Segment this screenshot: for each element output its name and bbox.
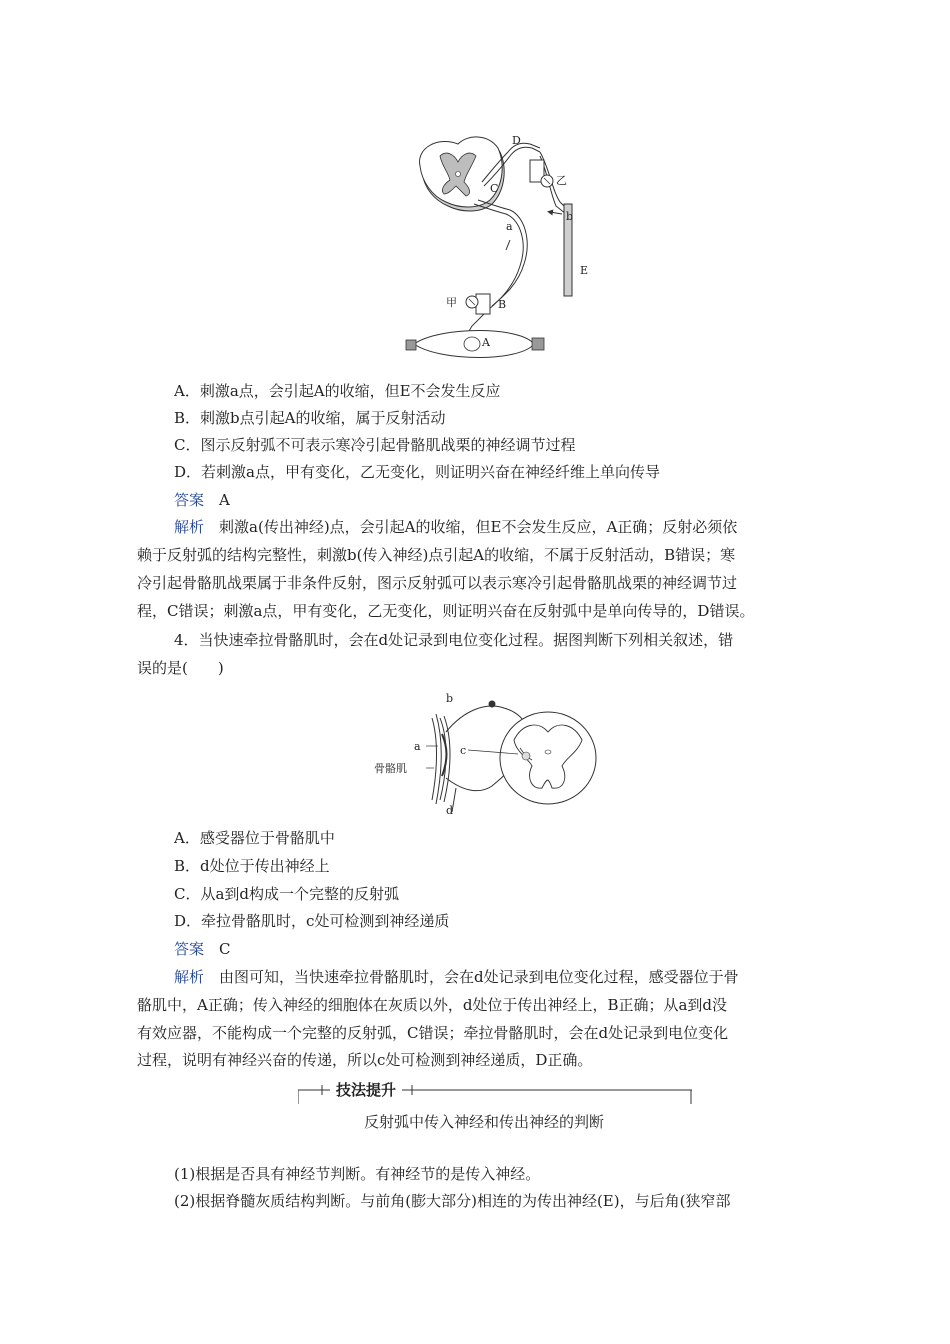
label-A: A [482, 336, 490, 349]
tip-point-1: (1)根据是否具有神经节判断。有神经节的是传入神经。 [174, 1165, 541, 1183]
label-a: a [506, 220, 513, 233]
q3-analysis-text-1: 刺激a(传出神经)点，会引起A的收缩，但E不会发生反应，A正确；反射必须依 [219, 518, 738, 536]
q4-stem-line-1: 4．当快速牵拉骨骼肌时，会在d处记录到电位变化过程。据图判断下列相关叙述，错 [174, 631, 734, 649]
q4-analysis-label: 解析 [174, 968, 205, 986]
arrow-a [506, 240, 510, 250]
tip-subtitle: 反射弧中传入神经和传出神经的判断 [364, 1113, 605, 1131]
label2-a: a [414, 740, 421, 753]
label-D: D [512, 134, 521, 147]
q4-analysis-line-4: 过程，说明有神经兴奋的传递，所以c处可检测到神经递质，D正确。 [137, 1051, 593, 1069]
q3-answer-label: 答案 [174, 491, 205, 509]
muscle-spinal-figure [368, 688, 622, 818]
reflex-arc-figure [400, 130, 600, 362]
q3-analysis-line-4: 程，C错误；刺激a点，甲有变化，乙无变化，则证明兴奋在反射弧中是单向传导的，D错误。 [137, 602, 755, 620]
q3-analysis-line-3: 冷引起骨骼肌战栗属于非条件反射，图示反射弧可以表示寒冷引起骨骼肌战栗的神经调节过 [137, 574, 738, 592]
q4-stem-line-2: 误的是( ) [137, 659, 224, 677]
q4-option-b: B．d处位于传出神经上 [174, 857, 330, 875]
muscle-tissue [432, 714, 450, 804]
label2-c: c [460, 744, 467, 757]
q3-option-a: A．刺激a点，会引起A的收缩，但E不会发生反应 [174, 382, 501, 400]
label-jia: 甲 [446, 296, 457, 309]
tip-title: 技法提升 [330, 1080, 402, 1100]
q4-answer-value: C [219, 940, 231, 958]
q4-option-c: C．从a到d构成一个完整的反射弧 [174, 885, 400, 903]
arrow-b [550, 212, 562, 214]
q4-analysis-line-3: 有效应器，不能构成一个完整的反射弧，C错误；牵拉骨骼肌时，会在d处记录到电位变化 [137, 1024, 729, 1042]
spinal-cord-section-2 [500, 712, 596, 804]
tip-point-2: (2)根据脊髓灰质结构判断。与前角(膨大部分)相连的为传出神经(E)，与后角(狭窄部 [174, 1192, 731, 1210]
spinal-cord-section [420, 137, 505, 211]
label2-d: d [446, 804, 454, 817]
q4-analysis-line-2: 骼肌中，A正确；传入神经的细胞体在灰质以外，d处位于传出神经上，B正确；从a到d没 [137, 996, 728, 1014]
muscle-a [406, 331, 544, 358]
q4-analysis-line-1 [174, 967, 739, 987]
q3-analysis-line-2: 赖于反射弧的结构完整性，刺激b(传入神经)点引起A的收缩，不属于反射活动，B错误；寒 [137, 546, 736, 564]
label-C: C [490, 182, 499, 195]
q4-option-a: A．感受器位于骨骼肌中 [174, 829, 335, 847]
label-B: B [498, 298, 507, 311]
q3-analysis-line-1 [174, 517, 737, 537]
galvanometer-yi [530, 160, 553, 187]
q4-option-d: D．牵拉骨骼肌时，c处可检测到神经递质 [174, 912, 450, 930]
q3-analysis-label: 解析 [174, 518, 205, 536]
label-yi: 乙 [556, 174, 567, 187]
q4-answer-label: 答案 [174, 940, 205, 958]
q4-analysis-text-1: 由图可知，当快速牵拉骨骼肌时，会在d处记录到电位变化过程，感受器位于骨 [219, 968, 739, 986]
q4-answer [174, 939, 231, 959]
label-E: E [580, 264, 589, 277]
q3-answer [174, 490, 230, 510]
q3-option-b: B．刺激b点引起A的收缩，属于反射活动 [174, 409, 446, 427]
label2-b: b [446, 692, 454, 705]
q3-answer-value: A [219, 491, 230, 509]
label-b: b [566, 210, 574, 223]
q3-option-c: C．图示反射弧不可表示寒冷引起骨骼肌战栗的神经调节过程 [174, 436, 576, 454]
q3-option-d: D．若刺激a点，甲有变化，乙无变化，则证明兴奋在神经纤维上单向传导 [174, 463, 660, 481]
galvanometer-jia [466, 294, 490, 314]
label2-muscle: 骨骼肌 [374, 762, 407, 775]
